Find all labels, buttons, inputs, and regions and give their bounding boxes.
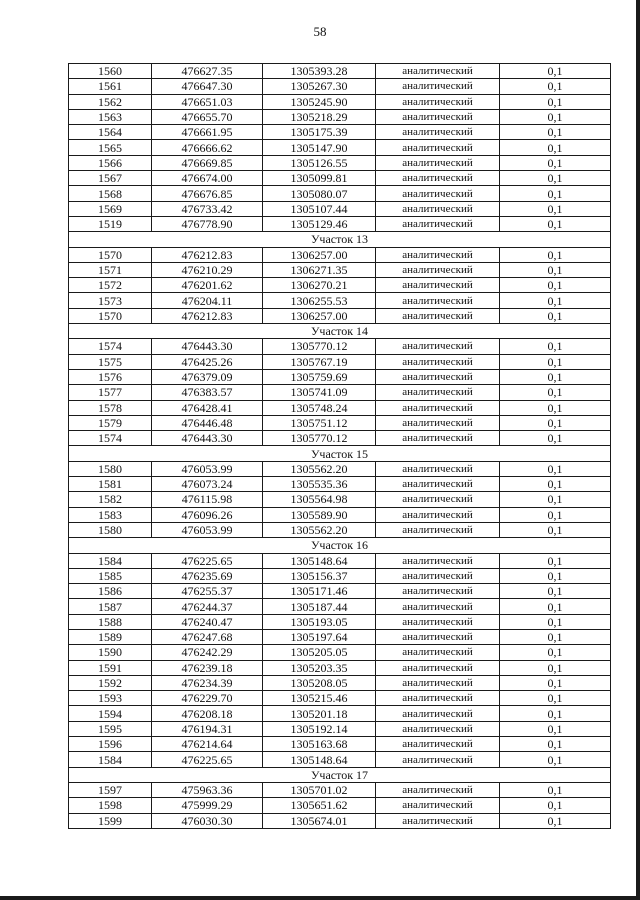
method-cell: аналитический: [376, 522, 500, 537]
table-row: [69, 737, 611, 752]
accuracy-cell: 0,1: [500, 431, 611, 446]
x-coordinate-cell: 476053.99: [152, 461, 263, 476]
accuracy-cell: 0,1: [500, 109, 611, 124]
table-row: [69, 813, 611, 828]
accuracy-cell: 0,1: [500, 553, 611, 568]
x-coordinate-cell: 475999.29: [152, 798, 263, 813]
page-number: 58: [313, 24, 327, 39]
table-row: [69, 752, 611, 767]
section-title: Участок 16: [69, 538, 611, 553]
method-cell: аналитический: [376, 94, 500, 109]
method-cell: аналитический: [376, 339, 500, 354]
accuracy-cell: 0,1: [500, 461, 611, 476]
table-row: [69, 308, 611, 323]
x-coordinate-cell: 476225.65: [152, 752, 263, 767]
table-row: [69, 339, 611, 354]
y-coordinate-cell: 1305770.12: [263, 339, 376, 354]
x-coordinate-cell: 476239.18: [152, 660, 263, 675]
point-number-cell: 1578: [69, 400, 152, 415]
method-cell: аналитический: [376, 629, 500, 644]
y-coordinate-cell: 1305163.68: [263, 737, 376, 752]
y-coordinate-cell: 1305535.36: [263, 477, 376, 492]
table-row: [69, 140, 611, 155]
x-coordinate-cell: 476647.30: [152, 79, 263, 94]
point-number-cell: 1582: [69, 492, 152, 507]
y-coordinate-cell: 1305701.02: [263, 782, 376, 797]
method-cell: аналитический: [376, 568, 500, 583]
x-coordinate-cell: 476446.48: [152, 415, 263, 430]
method-cell: аналитический: [376, 155, 500, 170]
point-number-cell: 1589: [69, 629, 152, 644]
method-cell: аналитический: [376, 660, 500, 675]
x-coordinate-cell: 476053.99: [152, 522, 263, 537]
y-coordinate-cell: 1305759.69: [263, 369, 376, 384]
point-number-cell: 1596: [69, 737, 152, 752]
table-row: [69, 675, 611, 690]
y-coordinate-cell: 1305107.44: [263, 201, 376, 216]
accuracy-cell: 0,1: [500, 278, 611, 293]
accuracy-cell: 0,1: [500, 125, 611, 140]
x-coordinate-cell: 476240.47: [152, 614, 263, 629]
method-cell: аналитический: [376, 308, 500, 323]
x-coordinate-cell: 476443.30: [152, 431, 263, 446]
table-row: [69, 706, 611, 721]
section-header-row: [69, 232, 611, 247]
section-header-row: [69, 538, 611, 553]
method-cell: аналитический: [376, 216, 500, 231]
accuracy-cell: 0,1: [500, 201, 611, 216]
table-row: [69, 798, 611, 813]
x-coordinate-cell: 476669.85: [152, 155, 263, 170]
y-coordinate-cell: 1305215.46: [263, 691, 376, 706]
method-cell: аналитический: [376, 706, 500, 721]
method-cell: аналитический: [376, 492, 500, 507]
x-coordinate-cell: 475963.36: [152, 782, 263, 797]
y-coordinate-cell: 1305156.37: [263, 568, 376, 583]
y-coordinate-cell: 1305201.18: [263, 706, 376, 721]
y-coordinate-cell: 1305770.12: [263, 431, 376, 446]
y-coordinate-cell: 1305175.39: [263, 125, 376, 140]
x-coordinate-cell: 476235.69: [152, 568, 263, 583]
point-number-cell: 1563: [69, 109, 152, 124]
accuracy-cell: 0,1: [500, 645, 611, 660]
accuracy-cell: 0,1: [500, 79, 611, 94]
method-cell: аналитический: [376, 461, 500, 476]
x-coordinate-cell: 476214.64: [152, 737, 263, 752]
point-number-cell: 1597: [69, 782, 152, 797]
method-cell: аналитический: [376, 400, 500, 415]
table-row: [69, 400, 611, 415]
point-number-cell: 1570: [69, 308, 152, 323]
accuracy-cell: 0,1: [500, 522, 611, 537]
accuracy-cell: 0,1: [500, 706, 611, 721]
y-coordinate-cell: 1305148.64: [263, 553, 376, 568]
accuracy-cell: 0,1: [500, 568, 611, 583]
table-row: [69, 216, 611, 231]
method-cell: аналитический: [376, 171, 500, 186]
table-row: [69, 64, 611, 79]
method-cell: аналитический: [376, 385, 500, 400]
x-coordinate-cell: 476115.98: [152, 492, 263, 507]
method-cell: аналитический: [376, 125, 500, 140]
x-coordinate-cell: 476030.30: [152, 813, 263, 828]
accuracy-cell: 0,1: [500, 737, 611, 752]
point-number-cell: 1580: [69, 461, 152, 476]
y-coordinate-cell: 1305218.29: [263, 109, 376, 124]
point-number-cell: 1565: [69, 140, 152, 155]
x-coordinate-cell: 476733.42: [152, 201, 263, 216]
table-row: [69, 629, 611, 644]
x-coordinate-cell: 476674.00: [152, 171, 263, 186]
y-coordinate-cell: 1305148.64: [263, 752, 376, 767]
x-coordinate-cell: 476443.30: [152, 339, 263, 354]
table-row: [69, 599, 611, 614]
y-coordinate-cell: 1305748.24: [263, 400, 376, 415]
accuracy-cell: 0,1: [500, 64, 611, 79]
accuracy-cell: 0,1: [500, 752, 611, 767]
table-row: [69, 125, 611, 140]
table-row: [69, 691, 611, 706]
point-number-cell: 1594: [69, 706, 152, 721]
accuracy-cell: 0,1: [500, 308, 611, 323]
accuracy-cell: 0,1: [500, 813, 611, 828]
x-coordinate-cell: 476208.18: [152, 706, 263, 721]
method-cell: аналитический: [376, 798, 500, 813]
point-number-cell: 1575: [69, 354, 152, 369]
y-coordinate-cell: 1305751.12: [263, 415, 376, 430]
accuracy-cell: 0,1: [500, 155, 611, 170]
method-cell: аналитический: [376, 737, 500, 752]
y-coordinate-cell: 1305741.09: [263, 385, 376, 400]
method-cell: аналитический: [376, 614, 500, 629]
x-coordinate-cell: 476201.62: [152, 278, 263, 293]
accuracy-cell: 0,1: [500, 415, 611, 430]
accuracy-cell: 0,1: [500, 216, 611, 231]
point-number-cell: 1593: [69, 691, 152, 706]
accuracy-cell: 0,1: [500, 599, 611, 614]
method-cell: аналитический: [376, 201, 500, 216]
y-coordinate-cell: 1305562.20: [263, 522, 376, 537]
table-row: [69, 477, 611, 492]
point-number-cell: 1591: [69, 660, 152, 675]
x-coordinate-cell: 476210.29: [152, 262, 263, 277]
table-row: [69, 461, 611, 476]
method-cell: аналитический: [376, 186, 500, 201]
x-coordinate-cell: 476428.41: [152, 400, 263, 415]
x-coordinate-cell: 476425.26: [152, 354, 263, 369]
point-number-cell: 1574: [69, 431, 152, 446]
accuracy-cell: 0,1: [500, 369, 611, 384]
point-number-cell: 1561: [69, 79, 152, 94]
point-number-cell: 1571: [69, 262, 152, 277]
table-row: [69, 278, 611, 293]
table-row: [69, 79, 611, 94]
point-number-cell: 1590: [69, 645, 152, 660]
method-cell: аналитический: [376, 477, 500, 492]
y-coordinate-cell: 1306257.00: [263, 308, 376, 323]
method-cell: аналитический: [376, 584, 500, 599]
accuracy-cell: 0,1: [500, 186, 611, 201]
x-coordinate-cell: 476212.83: [152, 247, 263, 262]
x-coordinate-cell: 476204.11: [152, 293, 263, 308]
point-number-cell: 1569: [69, 201, 152, 216]
point-number-cell: 1598: [69, 798, 152, 813]
method-cell: аналитический: [376, 79, 500, 94]
table-row: [69, 94, 611, 109]
method-cell: аналитический: [376, 431, 500, 446]
accuracy-cell: 0,1: [500, 629, 611, 644]
y-coordinate-cell: 1305187.44: [263, 599, 376, 614]
method-cell: аналитический: [376, 247, 500, 262]
section-header-row: [69, 324, 611, 339]
x-coordinate-cell: 476229.70: [152, 691, 263, 706]
table-row: [69, 522, 611, 537]
point-number-cell: 1579: [69, 415, 152, 430]
method-cell: аналитический: [376, 109, 500, 124]
y-coordinate-cell: 1305205.05: [263, 645, 376, 660]
point-number-cell: 1577: [69, 385, 152, 400]
section-title: Участок 14: [69, 324, 611, 339]
point-number-cell: 1586: [69, 584, 152, 599]
y-coordinate-cell: 1305267.30: [263, 79, 376, 94]
y-coordinate-cell: 1305192.14: [263, 721, 376, 736]
x-coordinate-cell: 476676.85: [152, 186, 263, 201]
accuracy-cell: 0,1: [500, 782, 611, 797]
accuracy-cell: 0,1: [500, 354, 611, 369]
x-coordinate-cell: 476666.62: [152, 140, 263, 155]
method-cell: аналитический: [376, 507, 500, 522]
method-cell: аналитический: [376, 415, 500, 430]
method-cell: аналитический: [376, 262, 500, 277]
table-row: [69, 553, 611, 568]
y-coordinate-cell: 1305589.90: [263, 507, 376, 522]
x-coordinate-cell: 476383.57: [152, 385, 263, 400]
point-number-cell: 1576: [69, 369, 152, 384]
method-cell: аналитический: [376, 675, 500, 690]
y-coordinate-cell: 1305126.55: [263, 155, 376, 170]
method-cell: аналитический: [376, 278, 500, 293]
table-row: [69, 614, 611, 629]
point-number-cell: 1573: [69, 293, 152, 308]
accuracy-cell: 0,1: [500, 675, 611, 690]
table-row: [69, 507, 611, 522]
table-row: [69, 721, 611, 736]
table-row: [69, 782, 611, 797]
accuracy-cell: 0,1: [500, 798, 611, 813]
table-row: [69, 171, 611, 186]
x-coordinate-cell: 476627.35: [152, 64, 263, 79]
x-coordinate-cell: 476655.70: [152, 109, 263, 124]
x-coordinate-cell: 476194.31: [152, 721, 263, 736]
accuracy-cell: 0,1: [500, 94, 611, 109]
y-coordinate-cell: 1305147.90: [263, 140, 376, 155]
y-coordinate-cell: 1305193.05: [263, 614, 376, 629]
table-row: [69, 568, 611, 583]
y-coordinate-cell: 1305099.81: [263, 171, 376, 186]
y-coordinate-cell: 1306255.53: [263, 293, 376, 308]
method-cell: аналитический: [376, 64, 500, 79]
accuracy-cell: 0,1: [500, 262, 611, 277]
method-cell: аналитический: [376, 354, 500, 369]
section-title: Участок 15: [69, 446, 611, 461]
point-number-cell: 1564: [69, 125, 152, 140]
coordinates-table: [68, 63, 611, 829]
point-number-cell: 1595: [69, 721, 152, 736]
y-coordinate-cell: 1305564.98: [263, 492, 376, 507]
x-coordinate-cell: 476778.90: [152, 216, 263, 231]
x-coordinate-cell: 476234.39: [152, 675, 263, 690]
accuracy-cell: 0,1: [500, 721, 611, 736]
point-number-cell: 1566: [69, 155, 152, 170]
method-cell: аналитический: [376, 645, 500, 660]
y-coordinate-cell: 1305674.01: [263, 813, 376, 828]
point-number-cell: 1587: [69, 599, 152, 614]
y-coordinate-cell: 1305245.90: [263, 94, 376, 109]
y-coordinate-cell: 1305767.19: [263, 354, 376, 369]
table-row: [69, 186, 611, 201]
table-row: [69, 262, 611, 277]
y-coordinate-cell: 1305651.62: [263, 798, 376, 813]
table-row: [69, 645, 611, 660]
point-number-cell: 1581: [69, 477, 152, 492]
point-number-cell: 1599: [69, 813, 152, 828]
accuracy-cell: 0,1: [500, 507, 611, 522]
x-coordinate-cell: 476379.09: [152, 369, 263, 384]
y-coordinate-cell: 1306257.00: [263, 247, 376, 262]
accuracy-cell: 0,1: [500, 140, 611, 155]
table-row: [69, 660, 611, 675]
x-coordinate-cell: 476255.37: [152, 584, 263, 599]
point-number-cell: 1568: [69, 186, 152, 201]
point-number-cell: 1572: [69, 278, 152, 293]
table-row: [69, 415, 611, 430]
table-row: [69, 247, 611, 262]
accuracy-cell: 0,1: [500, 691, 611, 706]
y-coordinate-cell: 1305562.20: [263, 461, 376, 476]
table-row: [69, 293, 611, 308]
y-coordinate-cell: 1305203.35: [263, 660, 376, 675]
table-row: [69, 155, 611, 170]
method-cell: аналитический: [376, 553, 500, 568]
method-cell: аналитический: [376, 782, 500, 797]
table-row: [69, 431, 611, 446]
point-number-cell: 1580: [69, 522, 152, 537]
point-number-cell: 1570: [69, 247, 152, 262]
table-row: [69, 492, 611, 507]
point-number-cell: 1592: [69, 675, 152, 690]
accuracy-cell: 0,1: [500, 584, 611, 599]
method-cell: аналитический: [376, 599, 500, 614]
section-title: Участок 13: [69, 232, 611, 247]
x-coordinate-cell: 476242.29: [152, 645, 263, 660]
accuracy-cell: 0,1: [500, 339, 611, 354]
point-number-cell: 1560: [69, 64, 152, 79]
section-title: Участок 17: [69, 767, 611, 782]
x-coordinate-cell: 476073.24: [152, 477, 263, 492]
method-cell: аналитический: [376, 140, 500, 155]
accuracy-cell: 0,1: [500, 171, 611, 186]
point-number-cell: 1584: [69, 553, 152, 568]
accuracy-cell: 0,1: [500, 247, 611, 262]
table-row: [69, 385, 611, 400]
section-header-row: [69, 767, 611, 782]
table-row: [69, 369, 611, 384]
accuracy-cell: 0,1: [500, 477, 611, 492]
x-coordinate-cell: 476212.83: [152, 308, 263, 323]
y-coordinate-cell: 1305080.07: [263, 186, 376, 201]
coordinates-table-body: [69, 64, 611, 829]
accuracy-cell: 0,1: [500, 400, 611, 415]
point-number-cell: 1562: [69, 94, 152, 109]
y-coordinate-cell: 1305208.05: [263, 675, 376, 690]
y-coordinate-cell: 1306271.35: [263, 262, 376, 277]
section-header-row: [69, 446, 611, 461]
table-row: [69, 201, 611, 216]
method-cell: аналитический: [376, 369, 500, 384]
x-coordinate-cell: 476651.03: [152, 94, 263, 109]
y-coordinate-cell: 1305393.28: [263, 64, 376, 79]
accuracy-cell: 0,1: [500, 293, 611, 308]
method-cell: аналитический: [376, 752, 500, 767]
table-row: [69, 109, 611, 124]
method-cell: аналитический: [376, 293, 500, 308]
y-coordinate-cell: 1305171.46: [263, 584, 376, 599]
point-number-cell: 1585: [69, 568, 152, 583]
point-number-cell: 1588: [69, 614, 152, 629]
x-coordinate-cell: 476244.37: [152, 599, 263, 614]
accuracy-cell: 0,1: [500, 614, 611, 629]
table-row: [69, 584, 611, 599]
point-number-cell: 1583: [69, 507, 152, 522]
x-coordinate-cell: 476096.26: [152, 507, 263, 522]
point-number-cell: 1574: [69, 339, 152, 354]
method-cell: аналитический: [376, 813, 500, 828]
x-coordinate-cell: 476661.95: [152, 125, 263, 140]
x-coordinate-cell: 476247.68: [152, 629, 263, 644]
accuracy-cell: 0,1: [500, 660, 611, 675]
y-coordinate-cell: 1305197.64: [263, 629, 376, 644]
point-number-cell: 1567: [69, 171, 152, 186]
point-number-cell: 1519: [69, 216, 152, 231]
accuracy-cell: 0,1: [500, 385, 611, 400]
y-coordinate-cell: 1306270.21: [263, 278, 376, 293]
point-number-cell: 1584: [69, 752, 152, 767]
y-coordinate-cell: 1305129.46: [263, 216, 376, 231]
accuracy-cell: 0,1: [500, 492, 611, 507]
method-cell: аналитический: [376, 721, 500, 736]
table-row: [69, 354, 611, 369]
x-coordinate-cell: 476225.65: [152, 553, 263, 568]
method-cell: аналитический: [376, 691, 500, 706]
